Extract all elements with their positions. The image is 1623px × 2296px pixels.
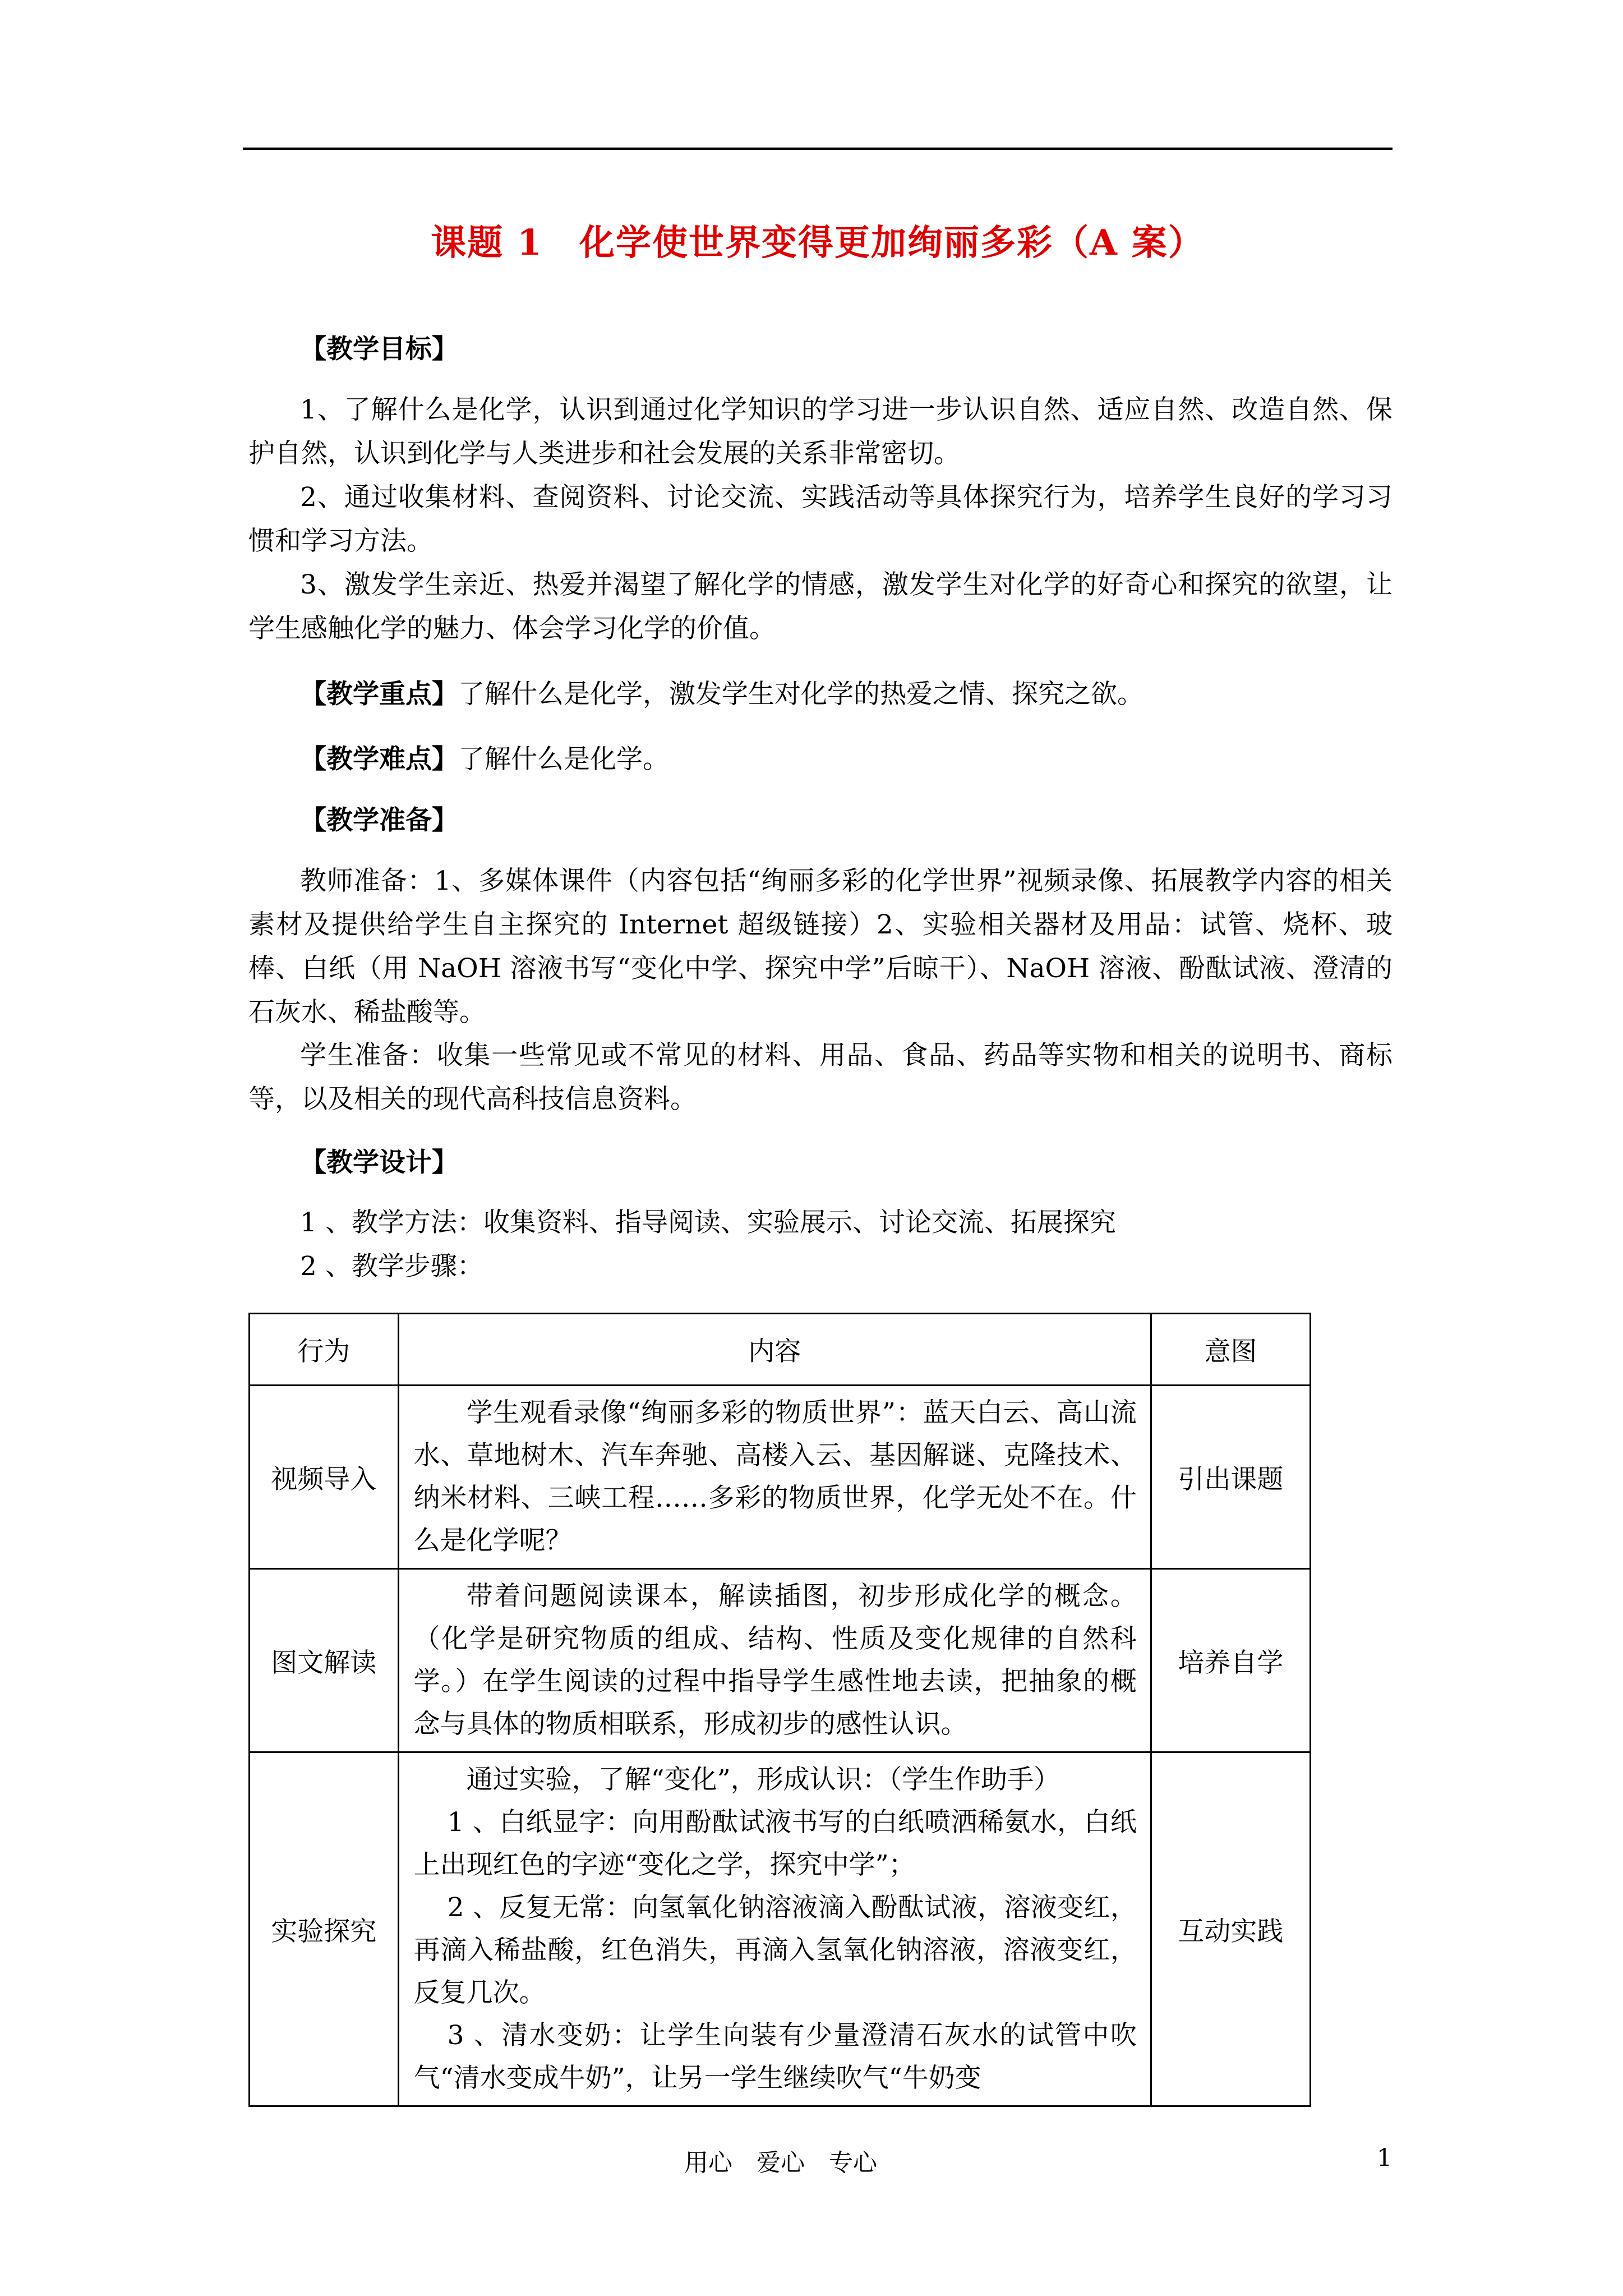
header-content: 内容: [398, 1314, 1151, 1386]
header-intent: 意图: [1151, 1314, 1310, 1386]
row-intent: 培养自学: [1151, 1569, 1310, 1752]
teacher-preparation: 教师准备：1、多媒体课件（内容包括“绚丽多彩的化学世界”视频录像、拓展教学内容的相关素材及提供给学生自主探究的 Internet 超级链接）2、实验相关器材及用品：试管、烧杯、玻棒、白纸（用 NaOH 溶液书写“变化中学、探究中学”后晾干）、NaOH 溶液、酚酞试液、澄清的石灰水、稀盐酸等。: [248, 866, 1393, 1028]
teaching-steps-table: [248, 1313, 1311, 2107]
row-content: [398, 1569, 1151, 1752]
row-content: [398, 1386, 1151, 1569]
row-action: 图文解读: [250, 1569, 399, 1752]
table-row: [250, 1752, 1311, 2106]
design-heading: 【教学设计】: [300, 1147, 458, 1178]
difficulty-label: 【教学难点】: [300, 744, 458, 775]
content-paragraph: 通过实验，了解“变化”，形成认识：（学生作助手）: [466, 1764, 1061, 1795]
difficulty-text: 了解什么是化学。: [458, 744, 669, 775]
objectives-heading: 【教学目标】: [300, 334, 458, 365]
row-intent: 互动实践: [1151, 1752, 1310, 2106]
content-paragraph: 学生观看录像“绚丽多彩的物质世界”：蓝天白云、高山流水、草地树木、汽车奔驰、高楼入云、基因解谜、克隆技术、纳米材料、三峡工程……多彩的物质世界，化学无处不在。什么是化学呢？: [413, 1397, 1137, 1556]
table-header-row: [250, 1314, 1311, 1386]
table-row: [250, 1569, 1311, 1752]
preparation-heading: 【教学准备】: [300, 805, 458, 836]
student-preparation: 学生准备：收集一些常见或不常见的材料、用品、食品、药品等实物和相关的说明书、商标等，以及相关的现代高科技信息资料。: [248, 1040, 1393, 1115]
teaching-method: 1 、教学方法：收集资料、指导阅读、实验展示、讨论交流、拓展探究: [300, 1207, 1116, 1238]
row-action: 实验探究: [250, 1752, 399, 2106]
row-intent: 引出课题: [1151, 1386, 1310, 1569]
content-paragraph: 1 、白纸显字：向用酚酞试液书写的白纸喷洒稀氨水，白纸上出现红色的字迹“变化之学，探究中学”；: [413, 1807, 1137, 1880]
content-paragraph: 带着问题阅读课本，解读插图，初步形成化学的概念。（化学是研究物质的组成、结构、性质及变化规律的自然科学。）在学生阅读的过程中指导学生感性地去读，把抽象的概念与具体的物质相联系，形成初步的感性认识。: [413, 1581, 1137, 1740]
row-action: 视频导入: [250, 1386, 399, 1569]
content-paragraph: 2 、反复无常：向氢氧化钠溶液滴入酚酞试液，溶液变红，再滴入稀盐酸，红色消失，再滴入氢氧化钠溶液，溶液变红，反复几次。: [413, 1892, 1137, 2008]
page-title: 课题 1 化学使世界变得更加绚丽多彩（A 案）: [431, 222, 1205, 263]
table-row: [250, 1386, 1311, 1569]
page-number: 1: [1377, 2144, 1393, 2172]
objective-item-1: 1、了解什么是化学，认识到通过化学知识的学习进一步认识自然、适应自然、改造自然、保护自然，认识到化学与人类进步和社会发展的关系非常密切。: [248, 394, 1393, 469]
key-point: [300, 673, 1144, 711]
key-point-text: 了解什么是化学，激发学生对化学的热爱之情、探究之欲。: [458, 679, 1144, 710]
objective-item-2: 2、通过收集材料、查阅资料、讨论交流、实践活动等具体探究行为，培养学生良好的学习习惯和学习方法。: [248, 482, 1393, 556]
content-paragraph: 3 、清水变奶：让学生向装有少量澄清石灰水的试管中吹气“清水变成牛奶”，让另一学生继续吹气“牛奶变: [413, 2020, 1137, 2093]
footer-motto: 用心 爱心 专心: [684, 2149, 877, 2177]
header-action: 行为: [250, 1314, 399, 1386]
header-rule: [243, 148, 1393, 150]
difficulty: [300, 738, 669, 776]
teaching-steps-label: 2 、教学步骤：: [300, 1251, 483, 1282]
row-content: [398, 1752, 1151, 2106]
objective-item-3: 3、激发学生亲近、热爱并渴望了解化学的情感，激发学生对化学的好奇心和探究的欲望，让学生感触化学的魅力、体会学习化学的价值。: [248, 569, 1393, 644]
key-point-label: 【教学重点】: [300, 679, 458, 710]
